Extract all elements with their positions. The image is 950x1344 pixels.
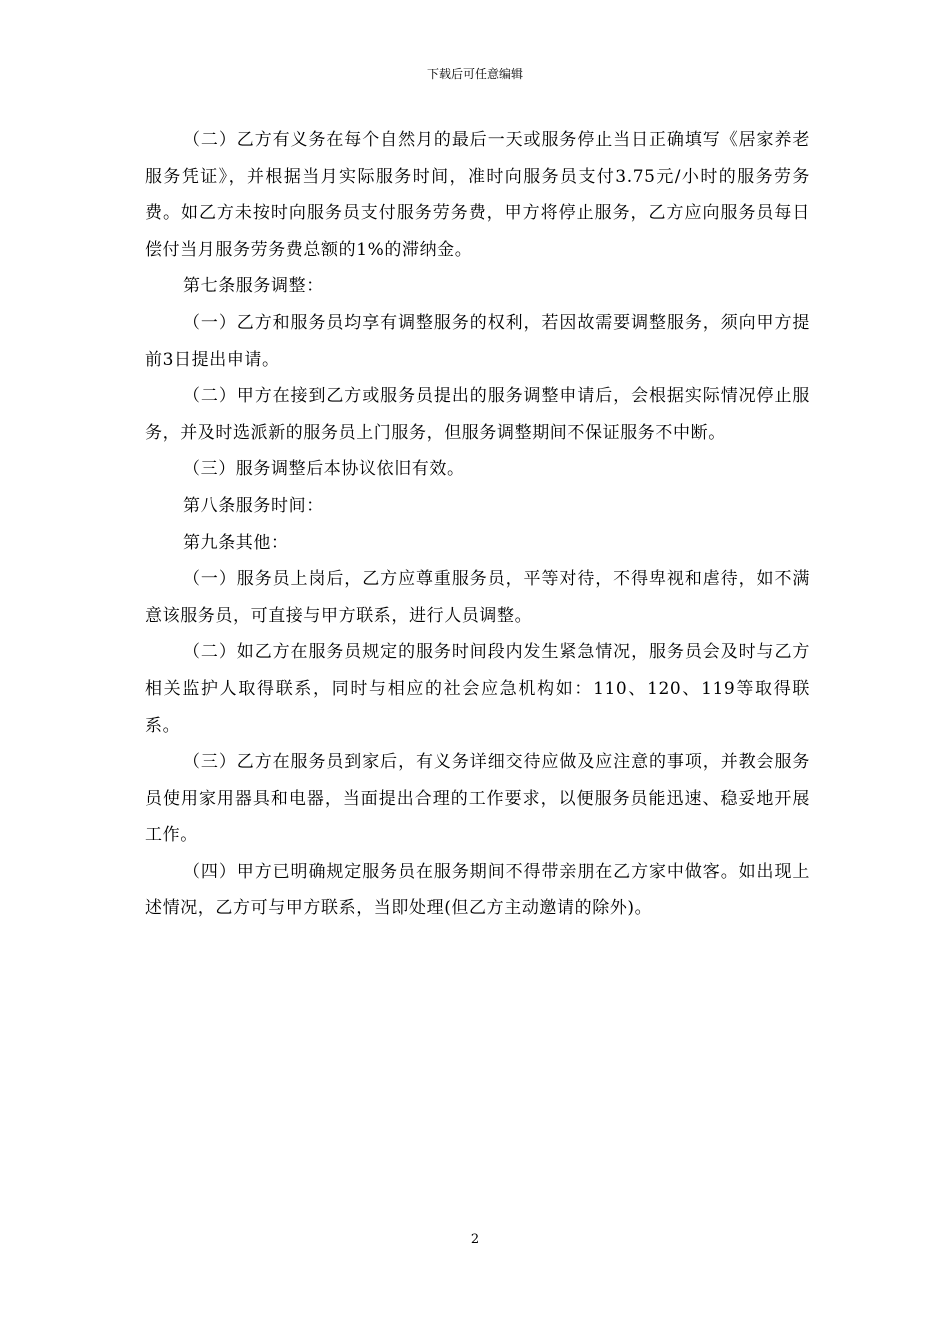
paragraph-emergency: （二）如乙方在服务员规定的服务时间段内发生紧急情况，服务员会及时与乙方相关监护人取得联系，同时与相应的社会应急机构如：110、120、119等取得联系。	[145, 642, 810, 736]
paragraph-guests: （四）甲方已明确规定服务员在服务期间不得带亲朋在乙方家中做客。如出现上述情况，乙方可与甲方联系，当即处理(但乙方主动邀请的除外)。	[145, 861, 810, 919]
article-8-heading: 第八条服务时间：	[183, 495, 324, 516]
paragraph-respect: （一）服务员上岗后，乙方应尊重服务员，平等对待，不得卑视和虐待，如不满意该服务员，可直接与甲方联系，进行人员调整。	[145, 569, 810, 626]
article-7-heading: 第七条服务调整：	[183, 276, 324, 297]
paragraph-adjust-validity: （三）服务调整后本协议依旧有效。	[183, 459, 465, 480]
document-body	[145, 122, 810, 927]
page-number: 2	[470, 1232, 480, 1247]
paragraph-adjust-right: （一）乙方和服务员均享有调整服务的权利，若因故需要调整服务，须向甲方提前3日提出申请。	[145, 312, 810, 370]
article-9-heading: 第九条其他：	[183, 532, 289, 553]
page-header: 下载后可任意编辑	[426, 67, 523, 81]
paragraph-payment-obligation: （二）乙方有义务在每个自然月的最后一天或服务停止当日正确填写《居家养老服务凭证》，并根据当月实际服务时间，准时向服务员支付3.75元/小时的服务劳务费。如乙方未按时向服务员支付服务劳务费，甲方将停止服务，乙方应向服务员每日偿付当月服务劳务费总额的1%的滞纳金。	[145, 130, 810, 260]
paragraph-instructions: （三）乙方在服务员到家后，有义务详细交待应做及应注意的事项，并教会服务员使用家用器具和电器，当面提出合理的工作要求，以便服务员能迅速、稳妥地开展工作。	[145, 752, 810, 846]
paragraph-adjust-process: （二）甲方在接到乙方或服务员提出的服务调整申请后，会根据实际情况停止服务，并及时选派新的服务员上门服务，但服务调整期间不保证服务不中断。	[145, 386, 810, 443]
